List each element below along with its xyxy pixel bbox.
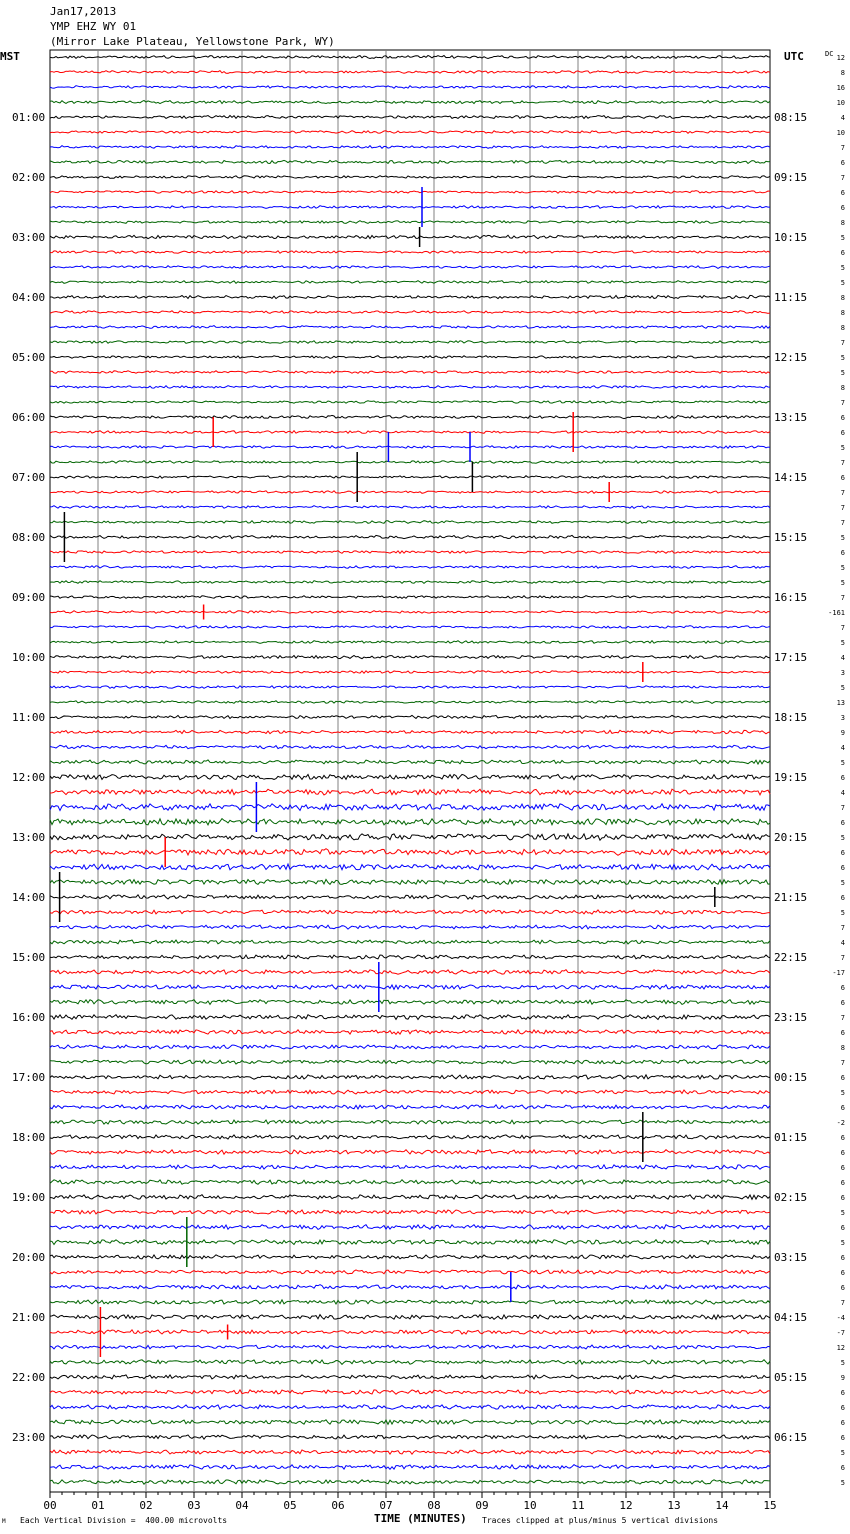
seismic-trace [50,730,770,733]
dc-offset-label: 7 [840,804,845,812]
clip-note: Traces clipped at plus/minus 5 vertical divisions [482,1516,719,1525]
x-tick-label: 03 [187,1499,201,1512]
dc-offset-label: 8 [840,294,845,302]
seismic-trace [50,879,770,884]
mst-hour-label: 06:00 [12,411,46,424]
dc-offset-label: 3 [840,714,845,722]
dc-offset-label: 8 [840,219,845,227]
x-tick-label: 09 [475,1499,489,1512]
seismic-trace [50,566,770,569]
dc-offset-label: 8 [840,324,845,332]
x-tick-label: 02 [139,1499,153,1512]
x-tick-label: 04 [235,1499,249,1512]
seismic-trace [50,160,770,163]
x-tick-label: 10 [523,1499,537,1512]
mst-hour-label: 04:00 [12,291,46,304]
seismic-trace [50,1015,770,1020]
dc-offset-label: 6 [840,1254,845,1262]
dc-offset-label: 7 [840,339,845,347]
dc-offset-label: 6 [840,429,845,437]
dc-offset-label: 6 [840,1104,845,1112]
dc-offset-label: 6 [840,1389,845,1397]
mst-hour-label: 01:00 [12,111,46,124]
mst-hour-label: 16:00 [12,1011,46,1024]
x-tick-label: 00 [43,1499,57,1512]
seismic-trace [50,1180,770,1185]
mst-hour-label: 07:00 [12,471,46,484]
seismic-trace [50,985,770,990]
seismic-trace [50,176,770,179]
dc-offset-label: -2 [836,1119,845,1127]
seismic-trace [50,1240,770,1245]
mst-hour-label: 21:00 [12,1311,46,1324]
x-tick-label: 14 [715,1499,729,1512]
dc-offset-label: 7 [840,954,845,962]
seismic-trace [50,1075,770,1079]
x-tick-label: 07 [379,1499,393,1512]
dc-offset-label: 6 [840,549,845,557]
seismic-trace [50,341,770,344]
mst-hour-label: 20:00 [12,1251,46,1264]
dc-offset-label: 5 [840,579,845,587]
seismic-trace [50,1090,770,1094]
mst-hour-label: 22:00 [12,1371,46,1384]
seismic-trace [50,655,770,658]
seismic-trace [50,191,770,194]
dc-offset-label: 5 [840,684,845,692]
seismic-trace [50,1285,770,1290]
seismic-trace [50,251,770,254]
utc-hour-label: 23:15 [774,1011,808,1024]
seismic-trace [50,371,770,374]
seismic-trace [50,970,770,975]
seismic-trace [50,1060,770,1064]
dc-offset-label: 4 [840,939,845,947]
dc-offset-label: 7 [840,519,845,527]
seismic-trace [50,1030,770,1035]
seismic-trace [50,295,770,298]
dc-offset-label: 10 [836,99,845,107]
seismic-trace [50,115,770,118]
mst-hour-label: 03:00 [12,231,46,244]
mst-hour-label: 19:00 [12,1191,46,1204]
utc-hour-label: 03:15 [774,1251,808,1264]
dc-offset-label: 6 [840,894,845,902]
seismic-trace [50,281,770,284]
dc-offset-label: -17 [832,969,845,977]
dc-offset-label: 4 [840,789,845,797]
seismic-trace [50,326,770,329]
dc-offset-label: 6 [840,1074,845,1082]
plot-frame [50,50,770,1492]
mst-hour-label: 11:00 [12,711,46,724]
seismic-trace [50,1255,770,1259]
seismic-trace [50,895,770,899]
dc-offset-label: 5 [840,909,845,917]
utc-hour-label: 10:15 [774,231,808,244]
dc-offset-label: 6 [840,1194,845,1202]
mst-hour-label: 14:00 [12,891,46,904]
header-station: YMP EHZ WY 01 [50,20,137,33]
seismic-trace [50,745,770,748]
dc-offset-label: 6 [840,864,845,872]
dc-offset-label: 7 [840,624,845,632]
seismic-trace [50,940,770,944]
dc-offset-label: 5 [840,834,845,842]
utc-hour-label: 15:15 [774,531,808,544]
seismic-trace [50,686,770,689]
seismic-trace [50,1210,770,1214]
seismic-trace [50,461,770,464]
seismic-trace [50,1390,770,1394]
utc-hour-label: 08:15 [774,111,808,124]
header-location: (Mirror Lake Plateau, Yellowstone Park, WY) [50,35,335,48]
dc-offset-label: 5 [840,234,845,242]
seismic-trace [50,819,770,826]
seismic-trace [50,1045,770,1049]
seismic-trace [50,1345,770,1349]
dc-offset-label: 5 [840,354,845,362]
dc-offset-label: 5 [840,879,845,887]
seismic-trace [50,535,770,538]
dc-offset-label: 5 [840,534,845,542]
dc-offset-label: 6 [840,1224,845,1232]
utc-hour-label: 17:15 [774,651,808,664]
seismic-trace [50,1300,770,1304]
dc-offset-label: 7 [840,1014,845,1022]
mst-hour-label: 18:00 [12,1131,46,1144]
dc-offset-label: 6 [840,1149,845,1157]
utc-hour-label: 22:15 [774,951,808,964]
dc-offset-label: 6 [840,1164,845,1172]
dc-offset-label: 5 [840,1089,845,1097]
dc-offset-label: 13 [836,699,845,707]
seismic-trace [50,641,770,644]
dc-offset-label: 6 [840,414,845,422]
mst-hour-label: 05:00 [12,351,46,364]
utc-hour-label: 05:15 [774,1371,808,1384]
seismic-trace [50,491,770,494]
dc-offset-label: 6 [840,1029,845,1037]
seismic-trace [50,1330,770,1334]
seismic-trace [50,235,770,238]
right-axis-title: UTC [784,50,804,63]
dc-offset-label: 6 [840,189,845,197]
dc-offset-label: 7 [840,144,845,152]
mst-hour-label: 09:00 [12,591,46,604]
dc-offset-label: 12 [836,1344,845,1352]
seismic-trace [50,581,770,584]
seismic-trace [50,849,770,856]
dc-offset-label: 6 [840,1464,845,1472]
seismic-trace [50,1450,770,1454]
dc-offset-label: 16 [836,84,845,92]
utc-hour-label: 00:15 [774,1071,808,1084]
x-tick-label: 05 [283,1499,297,1512]
utc-hour-label: 02:15 [774,1191,808,1204]
utc-hour-label: 01:15 [774,1131,808,1144]
dc-offset-label: 5 [840,1479,845,1487]
seismic-trace [50,551,770,554]
seismic-trace [50,760,770,764]
seismic-trace [50,206,770,209]
x-tick-label: 13 [667,1499,681,1512]
seismic-trace [50,789,770,795]
mst-hour-label: 13:00 [12,831,46,844]
dc-offset-label: 7 [840,504,845,512]
dc-offset-label: 6 [840,159,845,167]
mst-hour-label: 17:00 [12,1071,46,1084]
seismic-trace [50,506,770,509]
dc-offset-label: 5 [840,264,845,272]
x-tick-label: 08 [427,1499,441,1512]
x-tick-label: 06 [331,1499,345,1512]
dc-header-label: DC [825,50,834,58]
seismic-trace [50,671,770,674]
seismic-trace [50,1270,770,1274]
dc-offset-label: 7 [840,1299,845,1307]
seismic-trace [50,804,770,811]
dc-offset-label: 7 [840,459,845,467]
seismic-trace [50,1435,770,1439]
seismic-trace [50,910,770,914]
seismic-trace [50,596,770,599]
dc-offset-label: 6 [840,249,845,257]
dc-offset-label: 6 [840,999,845,1007]
seismic-trace [50,834,770,840]
seismic-trace [50,55,770,58]
dc-offset-label: 5 [840,1209,845,1217]
seismic-trace [50,86,770,89]
seismic-trace [50,1480,770,1484]
seismic-trace [50,100,770,103]
utc-hour-label: 09:15 [774,171,808,184]
seismic-trace [50,146,770,149]
scale-note: Each Vertical Division = 400.00 microvolts [20,1516,228,1525]
seismic-trace [50,446,770,449]
seismic-trace [50,1465,770,1470]
dc-offset-label: 7 [840,489,845,497]
x-tick-label: 01 [91,1499,105,1512]
mst-hour-label: 15:00 [12,951,46,964]
seismic-trace [50,1225,770,1230]
dc-offset-label: 5 [840,279,845,287]
utc-hour-label: 18:15 [774,711,808,724]
seismic-trace [50,715,770,718]
dc-offset-label: 8 [840,69,845,77]
utc-hour-label: 20:15 [774,831,808,844]
dc-offset-label: 7 [840,174,845,182]
utc-hour-label: 04:15 [774,1311,808,1324]
seismic-trace [50,1360,770,1365]
dc-offset-label: 6 [840,1284,845,1292]
dc-offset-label: 5 [840,369,845,377]
seismic-trace [50,131,770,134]
utc-hour-label: 21:15 [774,891,808,904]
dc-offset-label: 10 [836,129,845,137]
dc-offset-label: 5 [840,1449,845,1457]
seismic-trace [50,925,770,929]
dc-offset-label: 3 [840,669,845,677]
dc-offset-label: 6 [840,849,845,857]
dc-offset-label: 7 [840,924,845,932]
dc-offset-label: 7 [840,1059,845,1067]
seismic-trace [50,266,770,269]
dc-offset-label: 5 [840,759,845,767]
dc-offset-label: 8 [840,309,845,317]
utc-hour-label: 14:15 [774,471,808,484]
dc-offset-label: 6 [840,984,845,992]
dc-offset-label: 6 [840,1404,845,1412]
seismic-trace [50,415,770,418]
seismic-trace [50,221,770,224]
seismic-trace [50,1120,770,1124]
dc-offset-label: 5 [840,639,845,647]
mst-hour-label: 02:00 [12,171,46,184]
seismic-trace [50,1405,770,1410]
dc-offset-label: 5 [840,444,845,452]
seismic-trace [50,1195,770,1200]
x-axis-title: TIME (MINUTES) [374,1512,467,1525]
dc-offset-label: 5 [840,1239,845,1247]
dc-offset-label: 4 [840,114,845,122]
dc-offset-label: 7 [840,399,845,407]
seismic-trace [50,626,770,629]
seismic-trace [50,431,770,434]
seismic-trace [50,611,770,614]
mst-hour-label: 08:00 [12,531,46,544]
x-tick-label: 15 [763,1499,777,1512]
seismic-trace [50,1375,770,1379]
mst-hour-label: 23:00 [12,1431,46,1444]
utc-hour-label: 12:15 [774,351,808,364]
utc-hour-label: 06:15 [774,1431,808,1444]
seismic-trace [50,1000,770,1005]
seismic-trace [50,1135,770,1139]
left-axis-title: MST [0,50,20,63]
seismic-trace [50,311,770,314]
utc-hour-label: 13:15 [774,411,808,424]
seismic-trace [50,1165,770,1169]
seismic-trace [50,864,770,870]
header-date: Jan17,2013 [50,5,117,18]
dc-offset-label: 7 [840,594,845,602]
seismic-trace [50,1150,770,1154]
dc-offset-label: 6 [840,1419,845,1427]
seismic-trace [50,521,770,524]
corner-mark: M [2,1518,6,1525]
dc-offset-label: 6 [840,1179,845,1187]
dc-offset-label: 6 [840,474,845,482]
dc-offset-label: 8 [840,384,845,392]
dc-offset-label: 6 [840,1269,845,1277]
seismic-trace [50,774,770,779]
dc-offset-label: 9 [840,1374,845,1382]
dc-offset-label: 12 [836,54,845,62]
seismic-trace [50,356,770,359]
dc-offset-label: 5 [840,1359,845,1367]
x-tick-label: 12 [619,1499,633,1512]
seismic-trace [50,701,770,704]
seismic-trace [50,1105,770,1109]
dc-offset-label: 6 [840,774,845,782]
dc-offset-label: 9 [840,729,845,737]
dc-offset-label: 6 [840,204,845,212]
dc-offset-label: -4 [836,1314,845,1322]
dc-offset-label: 4 [840,654,845,662]
mst-hour-label: 10:00 [12,651,46,664]
dc-offset-label: 8 [840,1044,845,1052]
dc-offset-label: 6 [840,819,845,827]
seismic-trace [50,476,770,479]
seismic-trace [50,401,770,404]
utc-hour-label: 19:15 [774,771,808,784]
seismic-trace [50,71,770,74]
dc-offset-label: 6 [840,1434,845,1442]
utc-hour-label: 16:15 [774,591,808,604]
seismic-trace [50,1315,770,1320]
utc-hour-label: 11:15 [774,291,808,304]
seismic-trace [50,386,770,389]
seismic-trace [50,955,770,959]
dc-offset-label: -161 [828,609,845,617]
mst-hour-label: 12:00 [12,771,46,784]
dc-offset-label: 5 [840,564,845,572]
seismic-trace [50,1420,770,1425]
dc-offset-label: 4 [840,744,845,752]
dc-offset-label: 6 [840,1134,845,1142]
dc-offset-label: -7 [836,1329,845,1337]
x-tick-label: 11 [571,1499,585,1512]
